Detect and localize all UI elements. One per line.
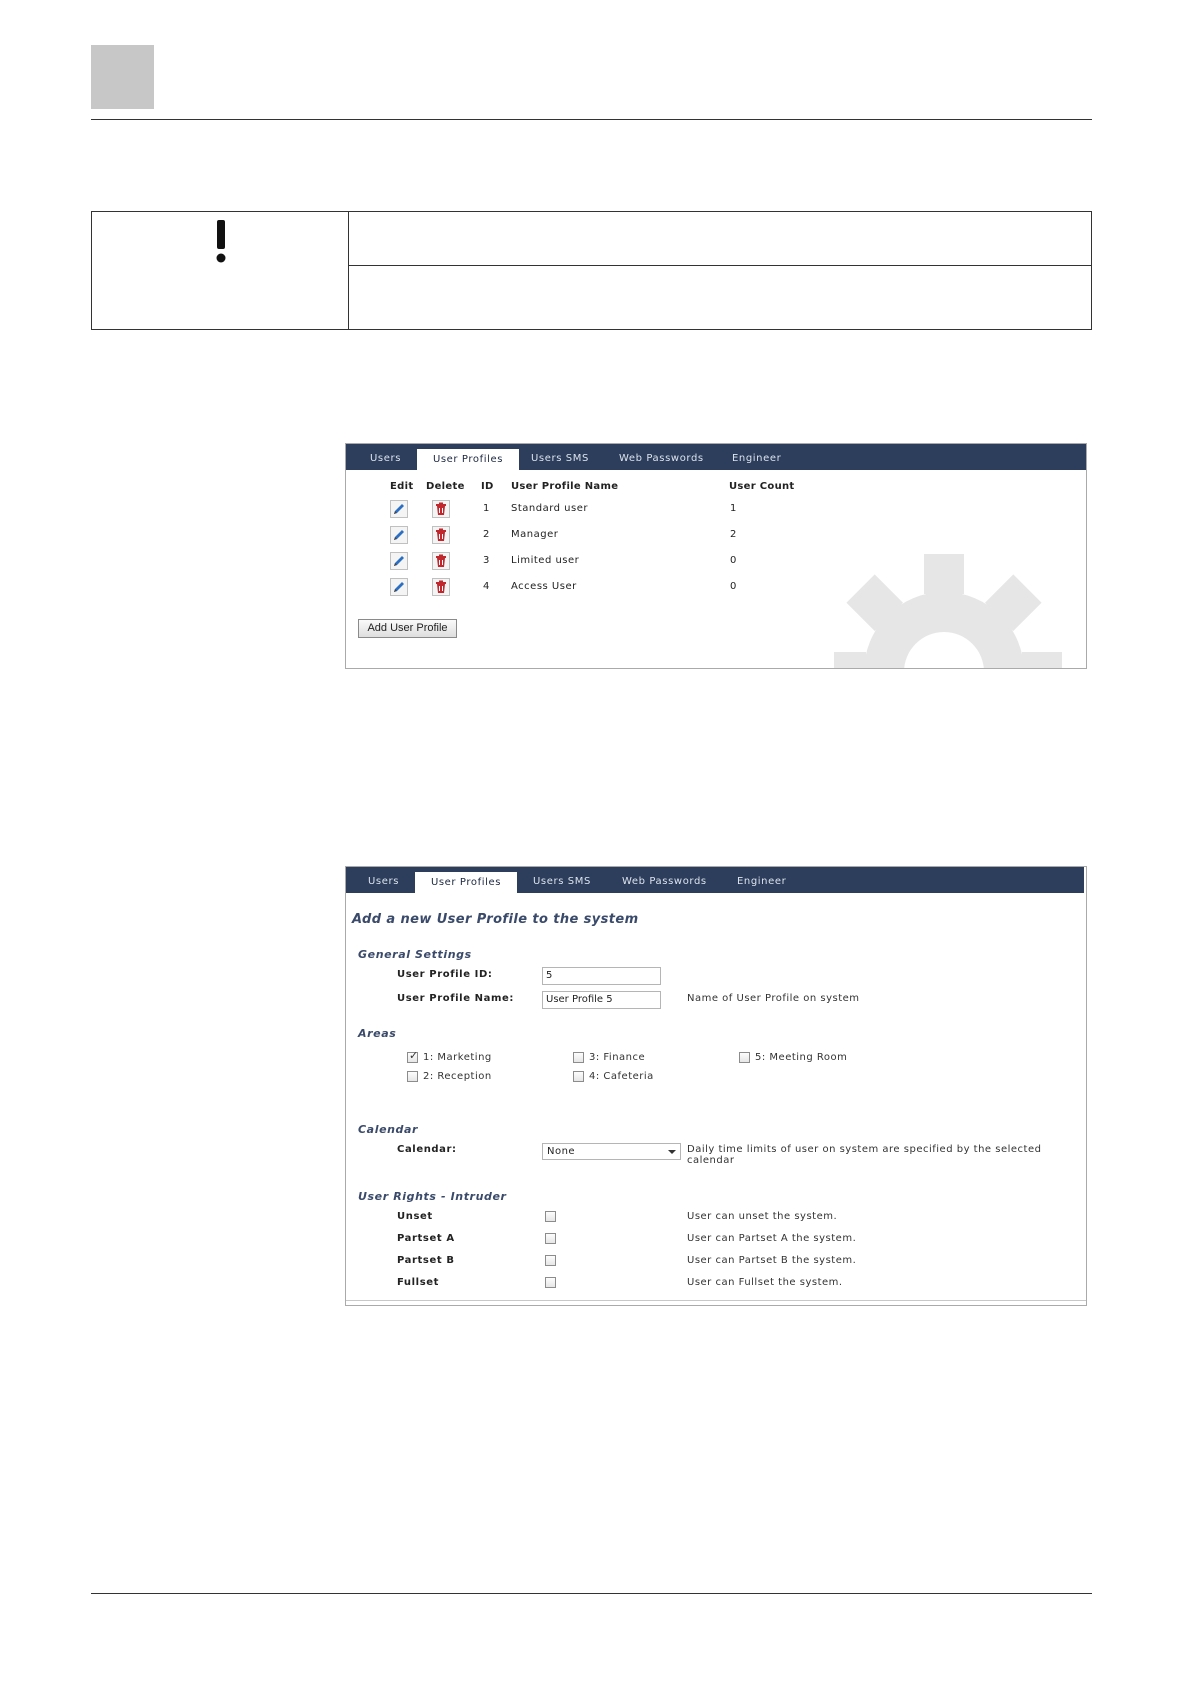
right-checkbox[interactable] [545, 1233, 556, 1244]
header-rule [91, 119, 1092, 120]
row-count: 0 [730, 581, 737, 592]
check-mark-icon: ✓ [409, 1049, 419, 1062]
right-label: Partset A [397, 1233, 455, 1244]
pencil-icon [391, 553, 407, 569]
col-id: ID [481, 481, 494, 492]
trash-icon [433, 527, 449, 543]
add-user-profile-screenshot [345, 866, 1087, 1306]
tab-engineer[interactable]: Engineer [737, 876, 787, 887]
col-delete: Delete [426, 481, 465, 492]
form-bottom-rule [346, 1300, 1086, 1301]
edit-button[interactable] [390, 578, 408, 596]
tab-users-sms[interactable]: Users SMS [531, 453, 589, 464]
area-label: 4: Cafeteria [589, 1071, 654, 1082]
tab-web-passwords[interactable]: Web Passwords [619, 453, 704, 464]
trash-icon [433, 579, 449, 595]
right-checkbox[interactable] [545, 1211, 556, 1222]
exclamation-icon [211, 220, 231, 266]
edit-button[interactable] [390, 552, 408, 570]
chevron-down-icon [668, 1150, 676, 1154]
row-id: 2 [483, 529, 490, 540]
user-profile-id-label: User Profile ID: [397, 969, 493, 980]
right-label: Partset B [397, 1255, 455, 1266]
tab-user-profiles[interactable]: User Profiles [415, 872, 517, 893]
area-label: 1: Marketing [423, 1052, 492, 1063]
delete-button[interactable] [432, 500, 450, 518]
row-name: Standard user [511, 503, 588, 514]
edit-button[interactable] [390, 526, 408, 544]
row-count: 1 [730, 503, 737, 514]
calendar-label: Calendar: [397, 1144, 457, 1155]
pencil-icon [391, 501, 407, 517]
form-title: Add a new User Profile to the system [352, 912, 639, 927]
area-label: 3: Finance [589, 1052, 646, 1063]
tab-users[interactable]: Users [370, 453, 402, 464]
delete-button[interactable] [432, 552, 450, 570]
row-id: 4 [483, 581, 490, 592]
area-checkbox[interactable] [407, 1071, 418, 1082]
tab-user-profiles[interactable]: User Profiles [417, 449, 519, 470]
edit-button[interactable] [390, 500, 408, 518]
row-id: 1 [483, 503, 490, 514]
user-profile-id-input[interactable]: 5 [542, 967, 661, 985]
pencil-icon [391, 527, 407, 543]
user-rights-title: User Rights - Intruder [358, 1190, 507, 1203]
tab-users-sms[interactable]: Users SMS [533, 876, 591, 887]
delete-button[interactable] [432, 578, 450, 596]
trash-icon [433, 553, 449, 569]
notice-box [91, 211, 1092, 330]
right-hint: User can Partset B the system. [687, 1255, 857, 1266]
gear-icon [834, 554, 1074, 669]
col-user-count: User Count [729, 481, 795, 492]
area-checkbox[interactable] [573, 1071, 584, 1082]
row-name: Access User [511, 581, 577, 592]
right-checkbox[interactable] [545, 1277, 556, 1288]
notice-divider [349, 265, 1091, 266]
calendar-hint: Daily time limits of user on system are specified by the selected calendar [687, 1144, 1042, 1166]
tab-web-passwords[interactable]: Web Passwords [622, 876, 707, 887]
calendar-value: None [547, 1146, 576, 1157]
delete-button[interactable] [432, 526, 450, 544]
tab-engineer[interactable]: Engineer [732, 453, 782, 464]
user-profile-name-hint: Name of User Profile on system [687, 993, 860, 1004]
area-checkbox[interactable] [573, 1052, 584, 1063]
trash-icon [433, 501, 449, 517]
area-checkbox[interactable] [739, 1052, 750, 1063]
area-label: 5: Meeting Room [755, 1052, 848, 1063]
tab-users[interactable]: Users [368, 876, 400, 887]
row-count: 0 [730, 555, 737, 566]
col-edit: Edit [390, 481, 414, 492]
right-checkbox[interactable] [545, 1255, 556, 1266]
row-count: 2 [730, 529, 737, 540]
right-hint: User can Partset A the system. [687, 1233, 857, 1244]
areas-title: Areas [358, 1027, 397, 1040]
right-label: Fullset [397, 1277, 440, 1288]
add-user-profile-button[interactable]: Add User Profile [358, 619, 457, 638]
area-checkbox[interactable] [407, 1049, 419, 1063]
pencil-icon [391, 579, 407, 595]
user-profiles-screenshot [345, 443, 1087, 669]
col-profile-name: User Profile Name [511, 481, 619, 492]
user-profile-name-label: User Profile Name: [397, 993, 514, 1004]
row-id: 3 [483, 555, 490, 566]
general-settings-title: General Settings [358, 948, 472, 961]
right-hint: User can Fullset the system. [687, 1277, 843, 1288]
calendar-title: Calendar [358, 1123, 419, 1136]
row-name: Limited user [511, 555, 580, 566]
right-hint: User can unset the system. [687, 1211, 838, 1222]
area-label: 2: Reception [423, 1071, 492, 1082]
calendar-select[interactable] [542, 1143, 681, 1160]
user-profile-name-input[interactable]: User Profile 5 [542, 991, 661, 1009]
row-name: Manager [511, 529, 559, 540]
footer-rule [91, 1593, 1092, 1594]
right-label: Unset [397, 1211, 433, 1222]
chapter-marker [91, 45, 154, 109]
notice-icon-cell [92, 212, 349, 329]
